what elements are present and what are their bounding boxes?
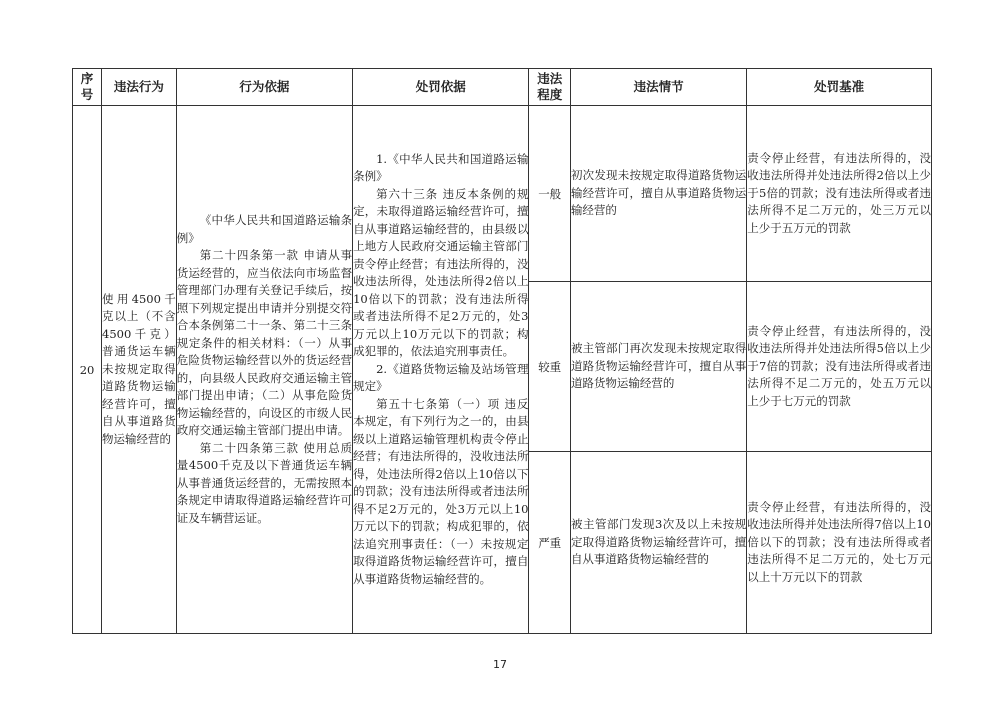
header-no: 序号	[73, 69, 102, 106]
header-circumstance: 违法情节	[570, 69, 746, 106]
row-number: 20	[73, 106, 102, 634]
standard-general: 责令停止经营，有违法所得的，没收违法所得并处违法所得2倍以上少于5倍的罚款；没有违法所得或者违法所得不足二万元的，处三万元以上少于五万元的罚款	[747, 106, 932, 282]
penalty-clause-2: 第五十七条第（一）项 违反本规定，有下列行为之一的，由县级以上道路运输管理机构责令停止经营；有违法所得的，没收违法所得，处违法所得2倍以上10倍以下的罚款；没有违法所得或者违法所得不足2万元的，处3万元以上10万元以下的罚款；构成犯罪的，依法追究刑事责任：（一）未按规定取得道路货物运输经营许可，擅自从事道路货物运输经营的。	[353, 396, 529, 586]
standard-serious: 责令停止经营，有违法所得的，没收违法所得并处违法所得5倍以上少于7倍的罚款；没有违法所得或者违法所得不足二万元的，处五万元以上少于七万元的罚款	[747, 282, 932, 452]
penalty-table	[72, 68, 932, 634]
degree-severe: 严重	[529, 452, 570, 634]
header-basis: 行为依据	[176, 69, 352, 106]
table-row	[73, 106, 932, 282]
circumstance-serious: 被主管部门再次发现未按规定取得道路货物运输经营许可，擅自从事道路货物运输经营的	[570, 282, 746, 452]
penalty-basis	[353, 106, 529, 634]
header-standard: 处罚基准	[747, 69, 932, 106]
penalty-clause-1: 第六十三条 违反本条例的规定，未取得道路运输经营许可，擅自从事道路运输经营的，由县级以上地方人民政府交通运输主管部门责令停止经营；有违法所得的，没收违法所得，处违法所得2倍以上10倍以下的罚款；没有违法所得或者违法所得不足2万元的，处3万元以上10万元以下的罚款；构成犯罪的，依法追究刑事责任。	[353, 186, 529, 359]
page-number: 17	[493, 658, 507, 671]
basis-clause-1: 第二十四条第一款 申请从事货运经营的，应当依法向市场监督管理部门办理有关登记手续后，按照下列规定提出申请并分别提交符合本条例第二十一条、第二十三条规定条件的相关材料：（一）从事危险货物运输经营以外的货运经营的，向县级人民政府交通运输主管部门提出申请；（二）从事危险货物运输经营的，向设区的市级人民政府交通运输主管部门提出申请。	[176, 248, 353, 437]
header-row	[73, 69, 932, 106]
header-act: 违法行为	[102, 69, 177, 106]
conduct-basis	[176, 106, 352, 634]
basis-clause-2: 第二十四条第三款 使用总质量4500千克及以下普通货运车辆从事普通货运经营的，无需按照本条规定申请取得道路运输经营许可证及车辆营运证。	[176, 440, 353, 525]
circumstance-general: 初次发现未按规定取得道路货物运输经营许可，擅自从事道路货物运输经营的	[570, 106, 746, 282]
header-penalty-basis: 处罚依据	[353, 69, 529, 106]
circumstance-severe: 被主管部门发现3次及以上未按规定取得道路货物运输经营许可，擅自从事道路货物运输经营的	[570, 452, 746, 634]
degree-serious: 较重	[529, 282, 570, 452]
penalty-law-1: 1.《中华人民共和国道路运输条例》	[353, 151, 529, 184]
penalty-law-2: 2.《道路货物运输及站场管理规定》	[353, 361, 529, 394]
standard-severe: 责令停止经营，有违法所得的，没收违法所得并处违法所得7倍以上10倍以下的罚款；没有违法所得或者违法所得不足二万元的，处七万元以上十万元以下的罚款	[747, 452, 932, 634]
header-degree: 违法程度	[529, 69, 570, 106]
degree-general: 一般	[529, 106, 570, 282]
violation-act: 使用4500千克以上（不含4500千克）普通货运车辆未按规定取得道路货物运输经营许可，擅自从事道路货物运输经营的	[102, 106, 177, 634]
basis-law-title: 《中华人民共和国道路运输条例》	[176, 213, 353, 245]
